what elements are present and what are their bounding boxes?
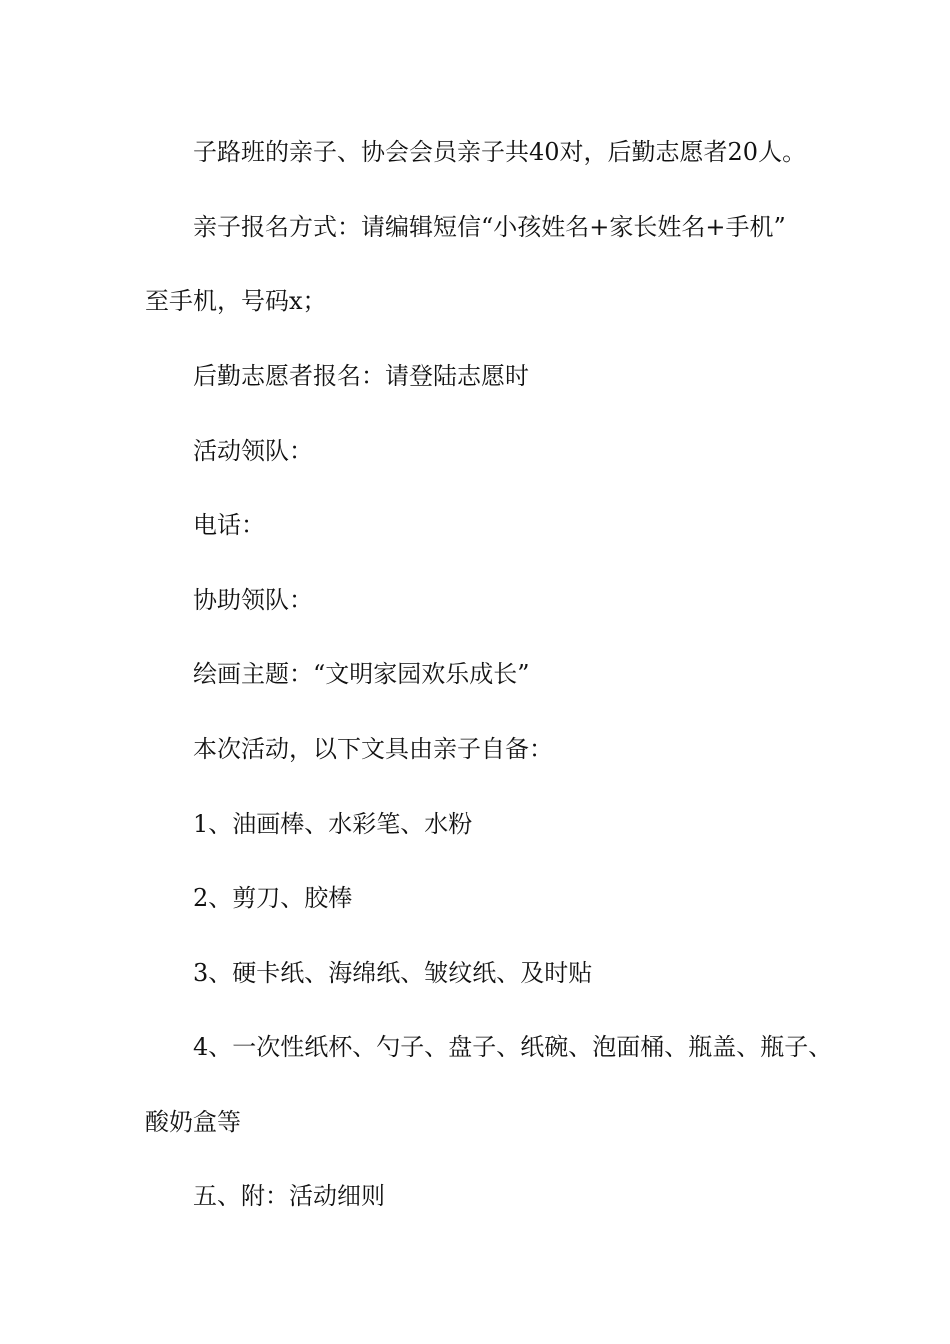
list-item-supplies-3: 3、硬卡纸、海绵纸、皱纹纸、及时贴: [193, 959, 593, 987]
paragraph-drawing-theme: 绘画主题：“文明家园欢乐成长”: [193, 660, 530, 688]
section-heading-appendix: 五、附：活动细则: [193, 1182, 385, 1210]
paragraph-participants: 子路班的亲子、协会会员亲子共40对，后勤志愿者20人。: [193, 138, 807, 166]
paragraph-team-leader: 活动领队：: [193, 437, 313, 465]
list-item-supplies-4: 4、一次性纸杯、勺子、盘子、纸碗、泡面桶、瓶盖、瓶子、: [193, 1033, 833, 1061]
list-item-supplies-1: 1、油画棒、水彩笔、水粉: [193, 810, 473, 838]
paragraph-registration-method: 亲子报名方式：请编辑短信“小孩姓名+家长姓名+手机”: [193, 213, 786, 241]
list-item-supplies-2: 2、剪刀、胶棒: [193, 884, 353, 912]
paragraph-supplies-intro: 本次活动，以下文具由亲子自备：: [193, 735, 553, 763]
paragraph-phone: 电话：: [193, 511, 265, 539]
list-item-supplies-4-cont: 酸奶盒等: [145, 1108, 241, 1136]
paragraph-assistant-leader: 协助领队：: [193, 586, 313, 614]
paragraph-volunteer-registration: 后勤志愿者报名：请登陆志愿时: [193, 362, 529, 390]
paragraph-registration-method-cont: 至手机，号码x；: [145, 287, 327, 315]
